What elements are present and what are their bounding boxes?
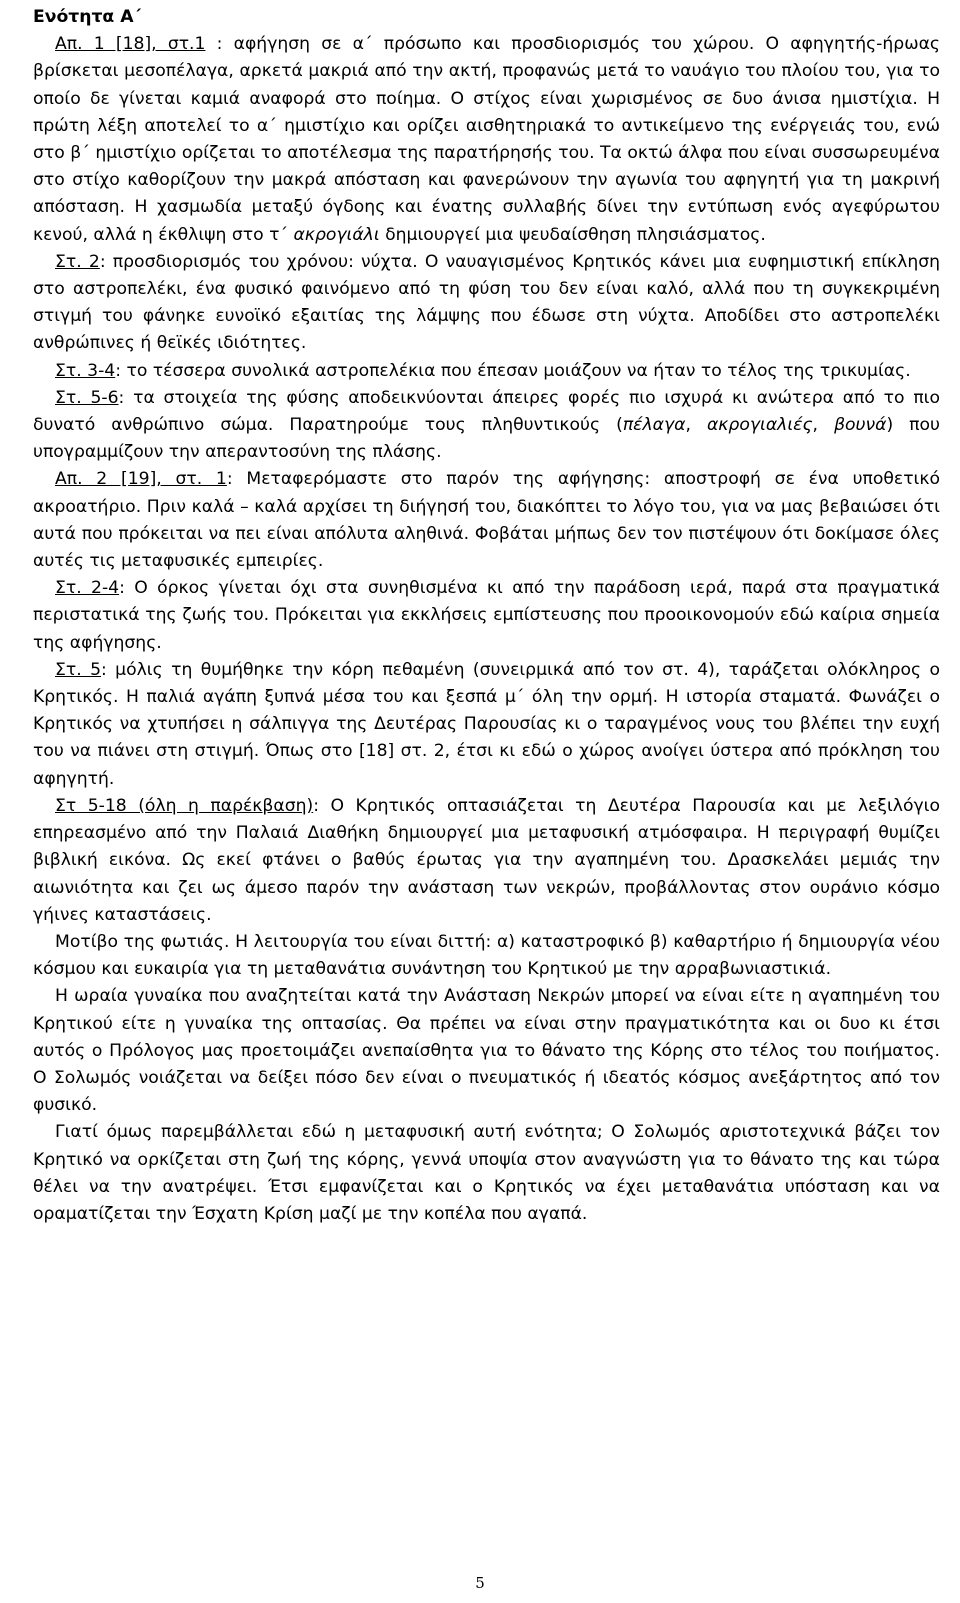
- paragraph-3: [33, 358, 940, 385]
- paragraph-9: [33, 929, 940, 983]
- italic-term: βουνά: [834, 415, 887, 436]
- italic-term: πέλαγα: [622, 415, 686, 436]
- paragraph-7: [33, 657, 940, 793]
- paragraph-1: [33, 31, 940, 249]
- page-number: 5: [475, 1574, 485, 1592]
- ref-label: Απ. 2 [19], στ. 1: [55, 469, 227, 490]
- ref-label: Στ. 5: [55, 659, 101, 680]
- ref-label: Στ. 5-6: [55, 387, 119, 408]
- ref-label: Στ. 2-4: [55, 578, 120, 599]
- paragraph-text: ) που υπογραμμίζουν την απεραντοσύνη της πλάσης.: [33, 415, 940, 463]
- separator: ,: [685, 415, 707, 436]
- paragraph-4: [33, 385, 940, 467]
- paragraph-text: : τα στοιχεία της φύσης αποδεικνύονται άπειρες φορές πιο ισχυρά κι ανώτερα από το πιο δυνατό ανθρώπινο σώμα. Παρατηρούμε τους πληθυντικούς (: [33, 387, 940, 436]
- paragraph-text: : μόλις τη θυμήθηκε την κόρη πεθαμένη (συνειρμικά από τον στ. 4), ταράζεται ολόκληρος ο Κρητικός. Η παλιά αγάπη ξυπνά μέσα του και ξεσπά μ΄ όλη την ορμή. Η ιστορία σταματά. Φωνάζει ο Κρητικός να χτυπήσει η σάλπιγγα της Δευτέρας Παρουσίας κι ο ταραγμένος νους του βλέπει την ευχή του να πιάνει στη στιγμή. Όπως στο [18] στ. 2, έτσι κι εδώ ο χώρος ανοίγει ύστερα από πρόκληση του αφηγητή.: [33, 659, 940, 789]
- paragraph-11: [33, 1119, 940, 1228]
- paragraph-text: : το τέσσερα συνολικά αστροπελέκια που έπεσαν μοιάζουν να ήταν το τέλος της τρικυμίας.: [115, 360, 911, 381]
- paragraph-text: Η ωραία γυναίκα που αναζητείται κατά την Ανάσταση Νεκρών μπορεί να είναι είτε η αγαπημένη του Κρητικού είτε η γυναίκα της οπτασίας. Θα πρέπει να είναι στην πραγματικότητα και οι δυο κι έτσι αυτός ο Πρόλογος μας προετοιμάζει ανεπαίσθητα για το θάνατο της Κόρης στο τέλος του ποιήματος. Ο Σολωμός νοιάζεται να δείξει πόσο δεν είναι ο πνευματικός ή ιδεατός κόσμος ανεξάρτητος από τον φυσικό.: [33, 986, 940, 1116]
- ref-label: Απ. 1 [18], στ.1: [55, 34, 206, 55]
- italic-term: ακρογιάλι: [293, 224, 380, 245]
- italic-term: ακρογιαλιές: [706, 415, 813, 436]
- section-heading: Ενότητα Α΄: [33, 7, 142, 27]
- separator: ,: [812, 415, 835, 436]
- paragraph-2: [33, 249, 940, 358]
- paragraph-text: : προσδιορισμός του χρόνου: νύχτα. Ο ναυαγισμένος Κρητικός κάνει μια ευφημιστική επίκληση στο αστροπελέκι, ένα φυσικό φαινόμενο από τη φύση του δεν είναι καλό, αλλά που τη συγκεκριμένη στιγμή του φάνηκε ευνοϊκό εξαιτίας της λάμψης που έδωσε στη νύχτα. Αποδίδει στο αστροπελέκι ανθρώπινες ή θεϊκές ιδιότητες.: [33, 251, 941, 354]
- paragraph-text: : Ο όρκος γίνεται όχι στα συνηθισμένα κι από την παράδοση ιερά, παρά στα πραγματικά περιστατικά της ζωής του. Πρόκειται για εκκλήσεις εμπίστευσης που προοικονομούν εδώ καίρια σημεία της αφήγησης.: [33, 578, 940, 653]
- ref-label: Στ. 3-4: [55, 360, 116, 381]
- paragraph-5: [33, 466, 940, 575]
- paragraph-text: : αφήγηση σε α΄ πρόσωπο και προσδιορισμός του χώρου. Ο αφηγητής-ήρωας βρίσκεται μεσοπέλαγα, αρκετά μακριά από την ακτή, προφανώς μετά το ναυάγιο του πλοίου του, για το οποίο δε γίνεται καμιά αναφορά στο ποίημα. Ο στίχος είναι χωρισμένος σε δυο άνισα ημιστίχια. Η πρώτη λέξη αποτελεί το α΄ ημιστίχιο και ορίζει αισθητηριακά το αντικείμενο της ενέργειάς του, ενώ στο β΄ ημιστίχιο ορίζεται το αποτέλεσμα της παρατήρησής του. Τα οκτώ άλφα που είναι συσσωρευμένα στο στίχο καθορίζουν την μακρά απόσταση και φανερώνουν την αγωνία του αφηγητή για τη μακρινή απόσταση. Η χασμωδία μεταξύ όγδοης και ένατης συλλαβής δίνει την εντύπωση ενός αγεφύρωτου κενού, αλλά η έκθλιψη στο τ΄: [33, 34, 940, 245]
- paragraph-8: [33, 793, 940, 929]
- paragraph-text: δημιουργεί μια ψευδαίσθηση πλησιάσματος.: [379, 224, 766, 245]
- ref-label: Στ 5-18 (όλη η παρέκβαση): [55, 795, 314, 816]
- paragraph-text: Γιατί όμως παρεμβάλλεται εδώ η μεταφυσική αυτή ενότητα; Ο Σολωμός αριστοτεχνικά βάζει τον Κρητικό να ορκίζεται στη ζωή της κόρης, γεννά υποψία στον αναγνώστη για το θάνατο της και τώρα θέλει να την ανατρέψει. Έτσι εμφανίζεται και ο Κρητικός να έχει μεταθανάτια υπόσταση και να οραματίζεται την Έσχατη Κρίση μαζί με την κοπέλα που αγαπά.: [33, 1122, 940, 1224]
- paragraph-text: : Μεταφερόμαστε στο παρόν της αφήγησης: αποστροφή σε ένα υποθετικό ακροατήριο. Πριν καλά – καλά αρχίσει τη διήγησή του, διακόπτει το λόγο του, για να μας βεβαιώσει ότι αυτά που πρόκειται να πει είναι απόλυτα αληθινά. Φοβάται μήπως δεν τον πιστέψουν ότι δοκίμασε όλες αυτές τις μεταφυσικές εμπειρίες.: [33, 469, 941, 572]
- paragraph-10: [33, 983, 940, 1119]
- paragraph-text: Μοτίβο της φωτιάς. Η λειτουργία του είναι διττή: α) καταστροφικό β) καθαρτήριο ή δημιουργία νέου κόσμου και ευκαιρία για τη μεταθανάτια συνάντηση του Κρητικού με την αρραβωνιαστικιά.: [33, 931, 940, 980]
- paragraph-text: : Ο Κρητικός οπτασιάζεται τη Δευτέρα Παρουσία και με λεξιλόγιο επηρεασμένο από την Παλαιά Διαθήκη δημιουργεί μια μεταφυσική ατμόσφαιρα. Η περιγραφή θυμίζει βιβλική εικόνα. Ως εκεί φτάνει ο βαθύς έρωτας για την αγαπημένη του. Δρασκελάει μεμιάς την αιωνιότητα και ζει ως άμεσο παρόν την ανάσταση των νεκρών, προβάλλοντας στον ουράνιο κόσμο γήινες καταστάσεις.: [33, 795, 941, 925]
- paragraph-6: [33, 575, 940, 657]
- ref-label: Στ. 2: [55, 251, 100, 272]
